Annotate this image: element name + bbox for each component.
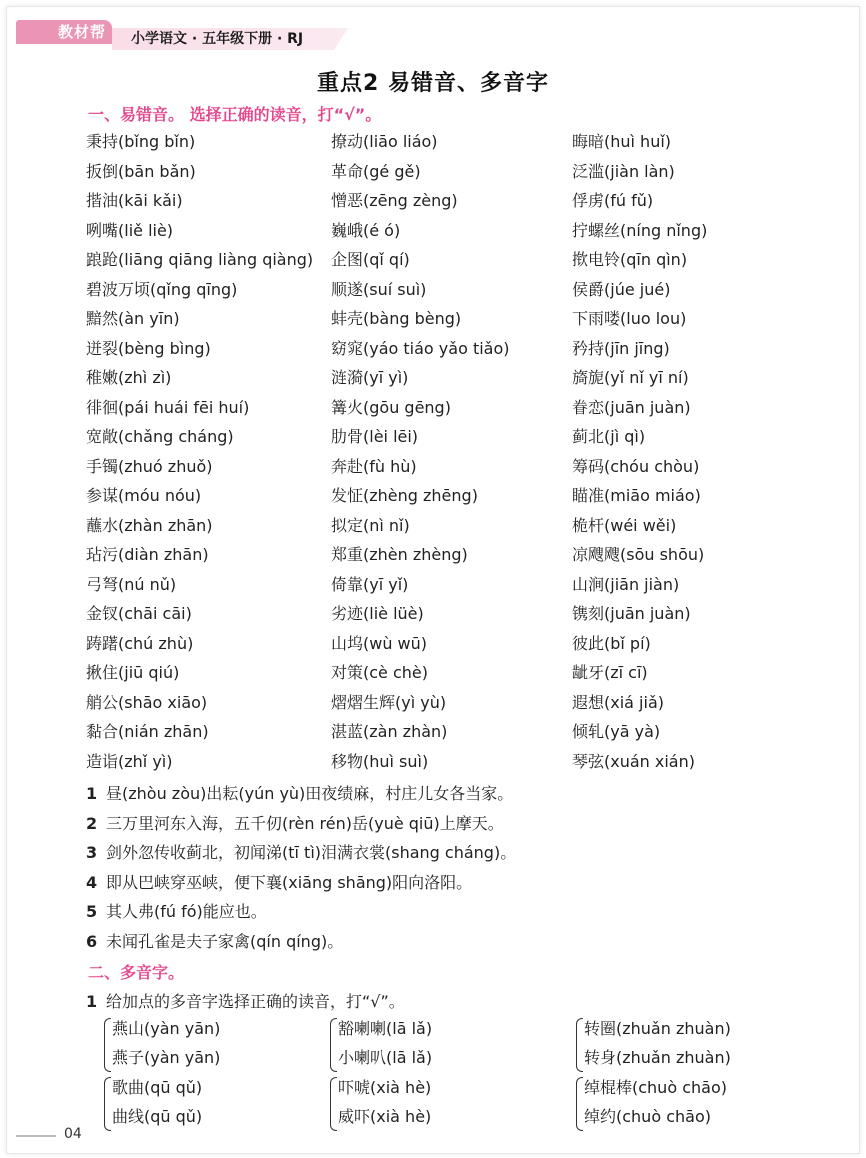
word-item: 矜持(jīn jīng) bbox=[572, 338, 670, 358]
word-item: 弓弩(nú nǔ) bbox=[86, 574, 177, 594]
word-item: 肋骨(lèi lēi) bbox=[331, 427, 419, 446]
word-item: 踉跄(liāng qiāng liàng qiàng) bbox=[86, 250, 314, 269]
word-item: 彼此(bǐ pí) bbox=[572, 633, 651, 653]
word-item: 窈窕(yáo tiáo yǎo tiǎo) bbox=[331, 338, 510, 358]
brace bbox=[104, 1077, 111, 1131]
grid-row bbox=[86, 278, 846, 308]
word-item: 拧螺丝(níng nǐng) bbox=[572, 220, 708, 240]
polyphone-item: 吓唬(xià hè) bbox=[338, 1078, 432, 1097]
polyphone-item: 威吓(xià hè) bbox=[338, 1107, 432, 1126]
sentence-number: 3 bbox=[86, 843, 98, 862]
sentence-text: 三万里河东入海，五千仞(rèn rén)岳(yuè qiū)上摩天。 bbox=[106, 813, 504, 833]
grid-row bbox=[86, 514, 846, 544]
sentence-text: 剑外忽传收蓟北，初闻涕(tī tì)泪满衣裳(shang cháng)。 bbox=[106, 843, 517, 862]
word-item: 劣迹(liè lüè) bbox=[331, 604, 424, 623]
grid-row bbox=[86, 160, 846, 190]
word-item: 山坞(wù wū) bbox=[331, 633, 428, 653]
word-item: 咧嘴(liě liè) bbox=[86, 220, 174, 240]
brace bbox=[104, 1018, 111, 1072]
word-item: 揩油(kāi kǎi) bbox=[86, 191, 183, 210]
word-item: 蘸水(zhàn zhān) bbox=[86, 515, 213, 535]
grid-row bbox=[86, 219, 846, 249]
sentence-item bbox=[86, 900, 267, 924]
brace bbox=[576, 1077, 583, 1131]
word-item: 玷污(diàn zhān) bbox=[86, 545, 209, 564]
word-item: 造诣(zhǐ yì) bbox=[86, 751, 173, 771]
word-item: 金钗(chāi cāi) bbox=[86, 604, 192, 623]
word-item: 揿电铃(qīn qìn) bbox=[572, 250, 688, 269]
word-item: 憎恶(zēng zèng) bbox=[331, 191, 458, 210]
word-item: 涟漪(yī yì) bbox=[331, 368, 409, 387]
polyphone-item: 燕山(yàn yān) bbox=[112, 1019, 221, 1038]
sentence-item bbox=[86, 782, 513, 806]
word-item: 稚嫩(zhì zì) bbox=[86, 368, 172, 387]
section2-heading: 二、多音字。 bbox=[88, 963, 185, 982]
word-item: 侯爵(júe jué) bbox=[572, 279, 671, 299]
word-item: 对策(cè chè) bbox=[331, 663, 428, 682]
polyphone-item: 转圈(zhuǎn zhuàn) bbox=[584, 1019, 731, 1038]
grid-row bbox=[86, 484, 846, 514]
word-item: 顺遂(suí suì) bbox=[331, 279, 427, 299]
polyphone-group bbox=[112, 1014, 220, 1072]
page-title: 重点2 易错音、多音字 bbox=[317, 71, 549, 96]
question-text: 给加点的多音字选择正确的读音，打“√”。 bbox=[106, 992, 405, 1011]
brand-tab bbox=[16, 20, 112, 44]
sentence-number: 4 bbox=[86, 872, 98, 892]
grid-row bbox=[86, 307, 846, 337]
brace bbox=[330, 1077, 337, 1131]
sentence-number: 6 bbox=[86, 931, 98, 951]
sentence-item bbox=[86, 871, 472, 895]
sentence-text: 即从巴峡穿巫峡，便下襄(xiāng shāng)阳向洛阳。 bbox=[106, 872, 473, 892]
word-item: 发怔(zhèng zhēng) bbox=[331, 486, 478, 505]
polyphone-item: 小喇叭(lā lǎ) bbox=[338, 1048, 433, 1067]
brand-label: 教材帮 bbox=[58, 23, 107, 41]
polyphone-item: 歌曲(qū qǔ) bbox=[112, 1078, 203, 1097]
grid-row bbox=[86, 661, 846, 691]
word-item: 踌躇(chú zhù) bbox=[86, 633, 194, 653]
word-item: 镌刻(juān juàn) bbox=[572, 604, 691, 623]
sentence-number: 2 bbox=[86, 813, 98, 833]
word-item: 倾轧(yā yà) bbox=[572, 722, 661, 741]
footer-line bbox=[16, 1135, 56, 1137]
word-item: 巍峨(é ó) bbox=[331, 220, 401, 240]
word-item: 秉持(bǐng bǐn) bbox=[86, 132, 196, 151]
word-item: 徘徊(pái huái fēi huí) bbox=[86, 397, 250, 417]
word-item: 旖旎(yǐ nǐ yī ní) bbox=[572, 368, 689, 387]
grid-row bbox=[86, 720, 846, 750]
word-item: 俘虏(fú fǔ) bbox=[572, 191, 654, 210]
word-item: 撩动(liāo liáo) bbox=[331, 132, 438, 151]
header-subtitle: 小学语文 · 五年级下册 · RJ bbox=[131, 31, 304, 47]
grid-row bbox=[86, 366, 846, 396]
grid-row bbox=[86, 425, 846, 455]
word-item: 泛滥(jiàn làn) bbox=[572, 161, 675, 181]
brace bbox=[576, 1018, 583, 1072]
grid-row bbox=[86, 130, 846, 160]
word-item: 遐想(xiá jiǎ) bbox=[572, 692, 664, 712]
word-item: 倚靠(yī yǐ) bbox=[331, 574, 409, 594]
sentence-item bbox=[86, 930, 343, 954]
word-item: 蓟北(jì qì) bbox=[572, 427, 646, 446]
word-item: 扳倒(bān bǎn) bbox=[86, 161, 196, 181]
polyphone-item: 燕子(yàn yān) bbox=[112, 1048, 221, 1067]
word-item: 革命(gé gě) bbox=[331, 161, 421, 181]
page-number: 04 bbox=[64, 1126, 82, 1142]
word-item: 凉飕飕(sōu shōu) bbox=[572, 545, 705, 564]
word-item: 手镯(zhuó zhuǒ) bbox=[86, 456, 213, 476]
word-item: 揪住(jiū qiú) bbox=[86, 663, 180, 682]
grid-row bbox=[86, 573, 846, 603]
word-item: 郑重(zhèn zhèng) bbox=[331, 545, 468, 564]
error-prone-grid bbox=[86, 130, 846, 779]
grid-row bbox=[86, 189, 846, 219]
polyphone-item: 绰约(chuò chāo) bbox=[584, 1107, 711, 1126]
grid-row bbox=[86, 455, 846, 485]
word-item: 蚌壳(bàng bèng) bbox=[331, 309, 462, 328]
question-number: 1 bbox=[86, 992, 98, 1011]
word-item: 山涧(jiān jiàn) bbox=[572, 574, 680, 594]
grid-row bbox=[86, 602, 846, 632]
word-item: 企图(qǐ qí) bbox=[331, 250, 410, 269]
word-item: 奔赴(fù hù) bbox=[331, 456, 417, 476]
brace bbox=[330, 1018, 337, 1072]
word-item: 琴弦(xuán xián) bbox=[572, 751, 695, 771]
word-item: 下雨喽(luo lou) bbox=[572, 309, 687, 328]
grid-row bbox=[86, 750, 846, 780]
word-item: 晦暗(huì huǐ) bbox=[572, 132, 672, 151]
word-item: 眷恋(juān juàn) bbox=[572, 397, 691, 417]
polyphone-group bbox=[112, 1073, 202, 1131]
sentence-item bbox=[86, 841, 516, 865]
word-item: 熠熠生辉(yì yù) bbox=[331, 692, 447, 712]
grid-row bbox=[86, 691, 846, 721]
grid-row bbox=[86, 543, 846, 573]
sentence-item bbox=[86, 812, 504, 836]
word-item: 龇牙(zī cī) bbox=[572, 663, 648, 682]
sentence-text: 昼(zhòu zòu)出耘(yún yù)田夜绩麻，村庄儿女各当家。 bbox=[106, 784, 514, 803]
word-item: 宽敞(chǎng cháng) bbox=[86, 427, 234, 446]
grid-row bbox=[86, 248, 846, 278]
polyphone-group bbox=[584, 1014, 731, 1072]
polyphone-group bbox=[338, 1014, 432, 1072]
word-item: 筹码(chóu chòu) bbox=[572, 456, 700, 476]
grid-row bbox=[86, 632, 846, 662]
polyphone-group bbox=[338, 1073, 431, 1131]
question-1 bbox=[86, 990, 405, 1014]
word-item: 瞄准(miāo miáo) bbox=[572, 486, 701, 505]
section1-heading: 一、易错音。 选择正确的读音，打“√”。 bbox=[88, 105, 382, 124]
sentence-number: 1 bbox=[86, 784, 98, 803]
word-item: 黯然(àn yīn) bbox=[86, 309, 180, 328]
word-item: 参谋(móu nóu) bbox=[86, 486, 202, 505]
word-item: 湛蓝(zàn zhàn) bbox=[331, 722, 448, 741]
word-item: 迸裂(bèng bìng) bbox=[86, 338, 211, 358]
word-item: 篝火(gōu gēng) bbox=[331, 397, 451, 417]
polyphone-item: 曲线(qū qǔ) bbox=[112, 1107, 203, 1126]
word-item: 艄公(shāo xiāo) bbox=[86, 692, 208, 712]
sentence-text: 其人弗(fú fó)能应也。 bbox=[106, 902, 267, 921]
polyphone-item: 绰棍棒(chuò chāo) bbox=[584, 1078, 727, 1097]
word-item: 碧波万顷(qǐng qīng) bbox=[86, 279, 238, 299]
sentence-text: 未闻孔雀是夫子家禽(qín qíng)。 bbox=[106, 931, 344, 951]
polyphone-group bbox=[584, 1073, 727, 1131]
word-item: 桅杆(wéi wěi) bbox=[572, 515, 677, 535]
word-item: 拟定(nì nǐ) bbox=[331, 515, 410, 535]
polyphone-item: 豁喇喇(lā lǎ) bbox=[338, 1019, 433, 1038]
word-item: 黏合(nián zhān) bbox=[86, 722, 209, 741]
polyphone-item: 转身(zhuǎn zhuàn) bbox=[584, 1048, 731, 1067]
grid-row bbox=[86, 337, 846, 367]
grid-row bbox=[86, 396, 846, 426]
sentence-number: 5 bbox=[86, 902, 98, 921]
word-item: 移物(huì suì) bbox=[331, 751, 429, 771]
